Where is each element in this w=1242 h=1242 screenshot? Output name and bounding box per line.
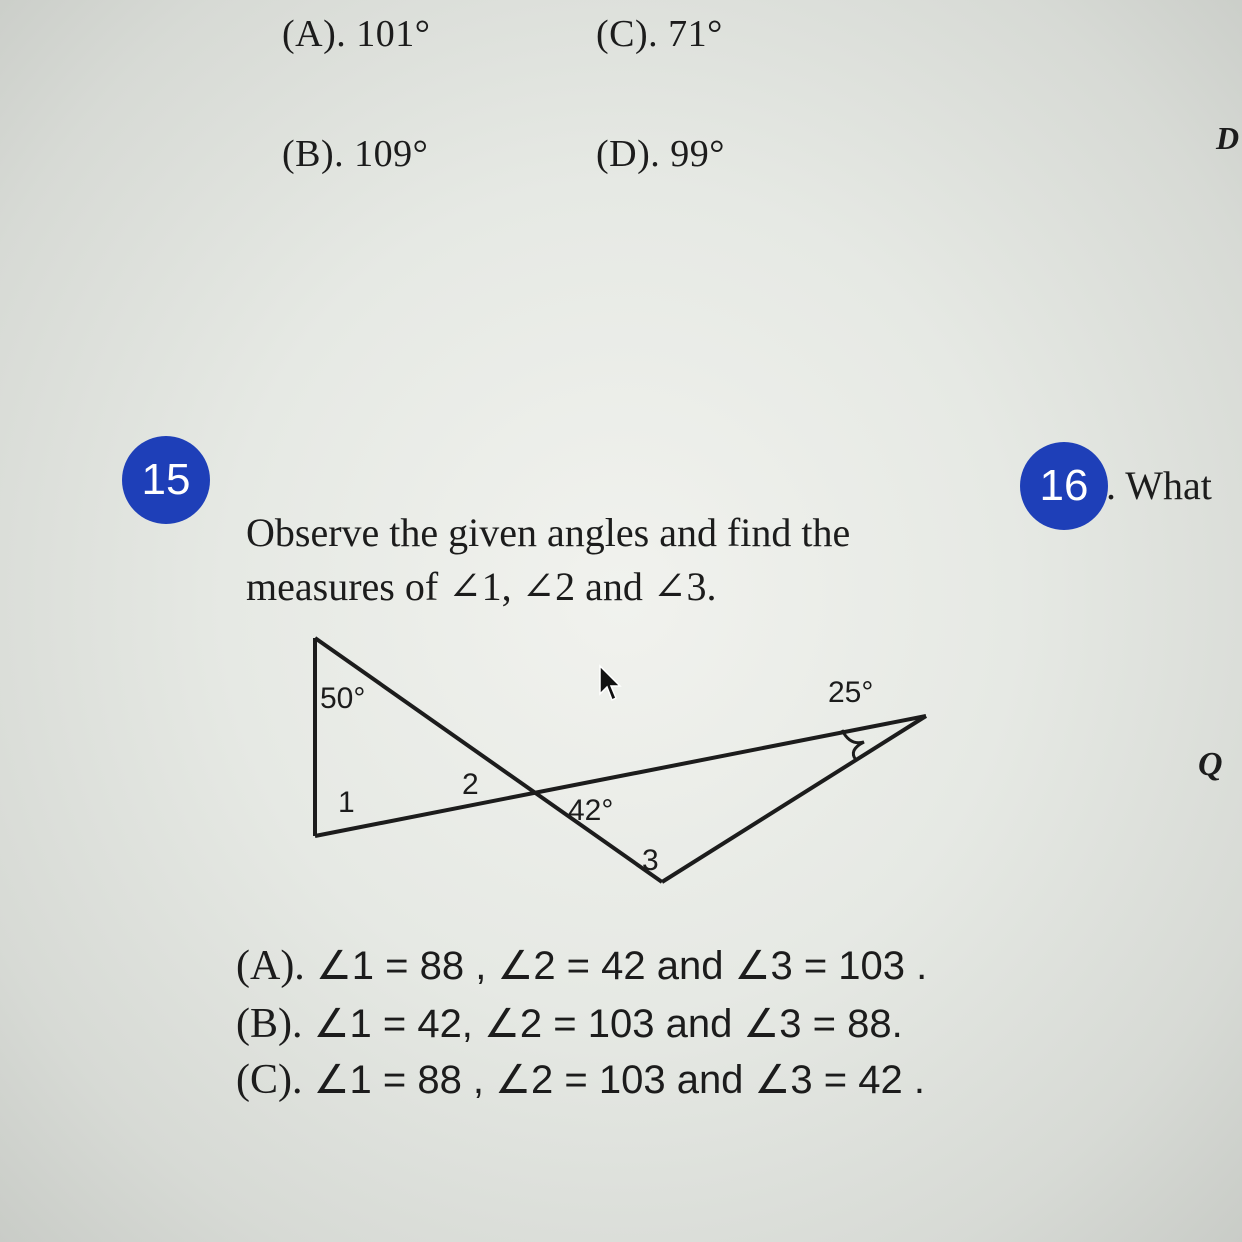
angle-figure (290, 620, 950, 900)
option-a-label: (A). (236, 943, 305, 989)
prev-option-b: (B). 109° (282, 133, 429, 175)
prev-option-d: (D). 99° (596, 133, 725, 175)
question-15-badge: 15 (122, 436, 210, 524)
edge-letter-d: D (1216, 120, 1240, 156)
option-a-text: ∠1 = 88 , ∠2 = 42 and ∠3 = 103 . (315, 944, 928, 988)
angle-label-50: 50° (320, 682, 366, 715)
question-16-prompt: . What (1106, 463, 1212, 508)
option-c-label: (C). (236, 1057, 303, 1103)
long-transversal-side (315, 716, 926, 836)
angle-label-2: 2 (462, 768, 479, 801)
option-b-text: ∠1 = 42, ∠2 = 103 and ∠3 = 88. (313, 1002, 903, 1046)
option-a[interactable] (236, 942, 927, 990)
prev-option-a: (A). 101° (282, 13, 431, 55)
mouse-cursor-icon (598, 664, 624, 704)
angle-label-42: 42° (568, 794, 614, 827)
option-c[interactable] (236, 1056, 925, 1104)
option-b[interactable] (236, 1000, 903, 1048)
edge-letter-q: Q (1198, 746, 1223, 783)
option-c-text: ∠1 = 88 , ∠2 = 103 and ∠3 = 42 . (313, 1058, 925, 1102)
prev-option-c: (C). 71° (596, 13, 723, 55)
question-16-badge: 16 (1020, 442, 1108, 530)
angle-label-1: 1 (338, 786, 355, 819)
option-b-label: (B). (236, 1001, 303, 1047)
angle-label-3: 3 (642, 844, 659, 877)
question-15-prompt-line2: measures of ∠1, ∠2 and ∠3. (246, 564, 717, 609)
question-15-prompt-line1: Observe the given angles and find the (246, 510, 851, 555)
angle-label-25: 25° (828, 676, 874, 709)
